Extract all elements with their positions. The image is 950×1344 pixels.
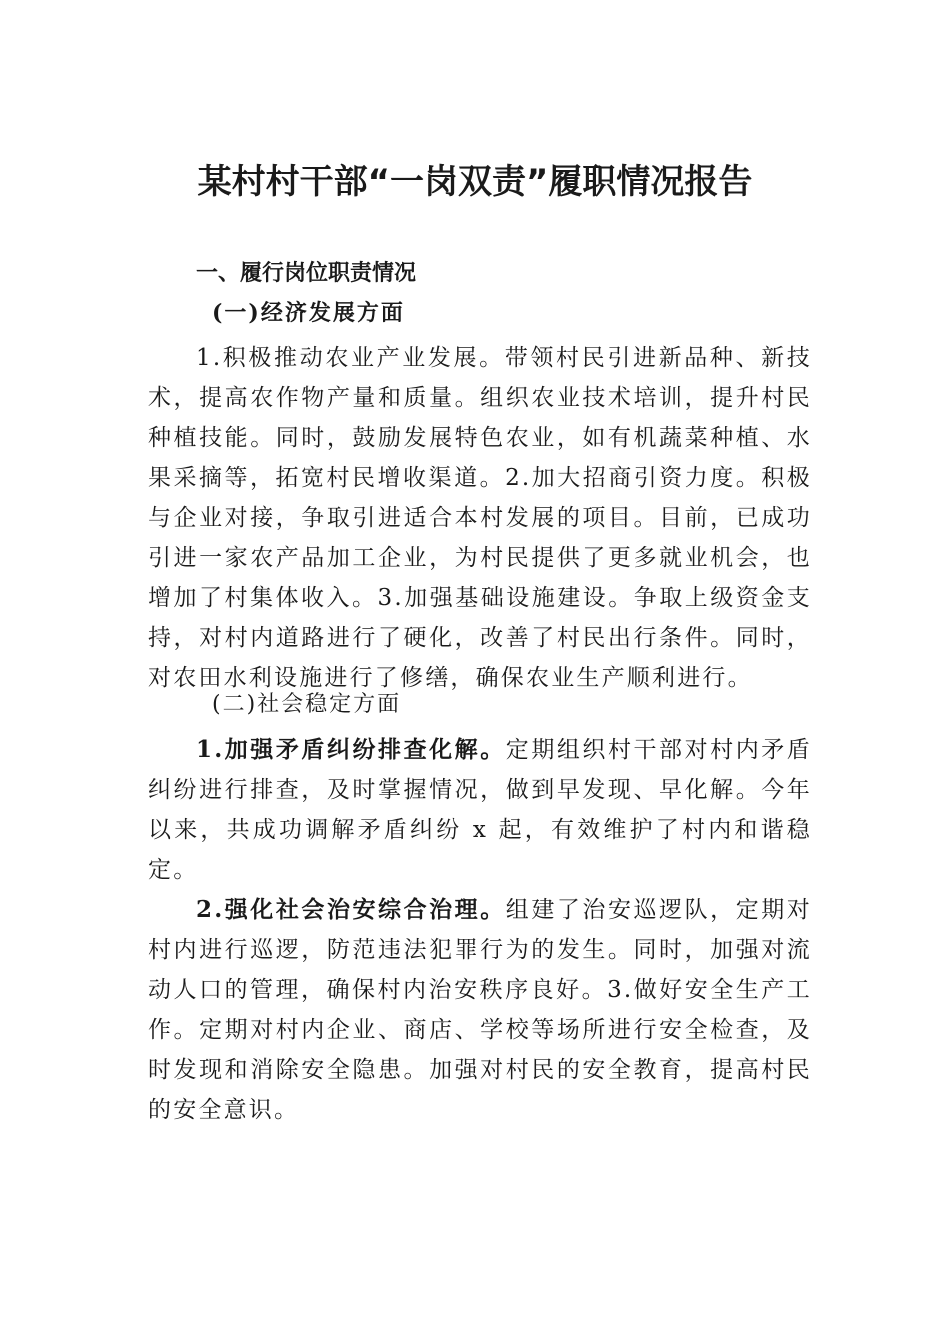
paragraph-economy: 1.积极推动农业产业发展。带领村民引进新品种、新技术，提高农作物产量和质量。组织农业技术培训，提升村民种植技能。同时，鼓励发展特色农业，如有机蔬菜种植、水果采摘等，拓宽村民增收渠道。2.加大招商引资力度。积极与企业对接，争取引进适合本村发展的项目。目前，已成功引进一家农产品加工企业，为村民提供了更多就业机会，也增加了村集体收入。3.加强基础设施建设。争取上级资金支持，对村内道路进行了硬化，改善了村民出行条件。同时，对农田水利设施进行了修缮，确保农业生产顺利进行。	[148, 345, 812, 691]
paragraph-disputes	[148, 730, 812, 890]
paragraph-disputes-lead: 1.加强矛盾纠纷排查化解。	[196, 736, 506, 763]
document-title: 某村村干部“一岗双责”履职情况报告	[197, 162, 753, 202]
paragraph-security	[148, 890, 812, 1130]
section-heading-1: 一、履行岗位职责情况	[196, 261, 417, 286]
paragraph-disputes-text: 定期组织村干部对村内矛盾纠纷进行排查，及时掌握情况，做到早发现、早化解。今年以来，共成功调解矛盾纠纷 x 起，有效维护了村内和谐稳定。	[148, 737, 812, 883]
paragraph-security-lead: 2.强化社会治安综合治理。	[196, 896, 506, 923]
subsection-heading-stability: (二)社会稳定方面	[212, 692, 402, 717]
subsection-heading-economy: (一)经济发展方面	[212, 300, 405, 326]
paragraph-security-text: 组建了治安巡逻队，定期对村内进行巡逻，防范违法犯罪行为的发生。同时，加强对流动人口的管理，确保村内治安秩序良好。3.做好安全生产工作。定期对村内企业、商店、学校等场所进行安全检查，及时发现和消除安全隐患。加强对村民的安全教育，提高村民的安全意识。	[148, 897, 812, 1123]
